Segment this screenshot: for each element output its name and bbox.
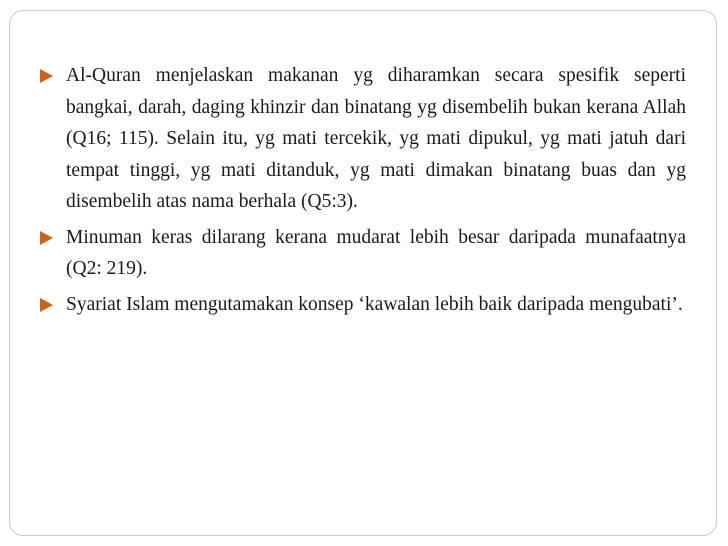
bullet-text: Al-Quran menjelaskan makanan yg diharamkan secara spesifik seperti bangkai, darah, daging khinzir dan binatang yg disembelih bukan kerana Allah (Q16; 115). Selain itu, yg mati tercekik, yg mati dipukul, yg mati jatuh dari tempat tinggi, yg mati ditanduk, yg mati dimakan binatang buas dan yg disembelih atas nama berhala (Q5:3).: [66, 65, 686, 212]
bullet-list: [40, 60, 686, 324]
bullet-item-prevention: [40, 289, 686, 321]
bullet-item-haram-food: [40, 60, 686, 218]
bullet-text: Minuman keras dilarang kerana mudarat lebih besar daripada munafaatnya (Q2: 219).: [66, 226, 686, 279]
bullet-text: Syariat Islam mengutamakan konsep ‘kawalan lebih baik daripada mengubati’.: [66, 293, 683, 315]
triangle-bullet-icon: [40, 298, 53, 312]
triangle-bullet-icon: [40, 231, 53, 245]
bullet-item-alcohol: [40, 222, 686, 285]
triangle-bullet-icon: [40, 69, 53, 83]
